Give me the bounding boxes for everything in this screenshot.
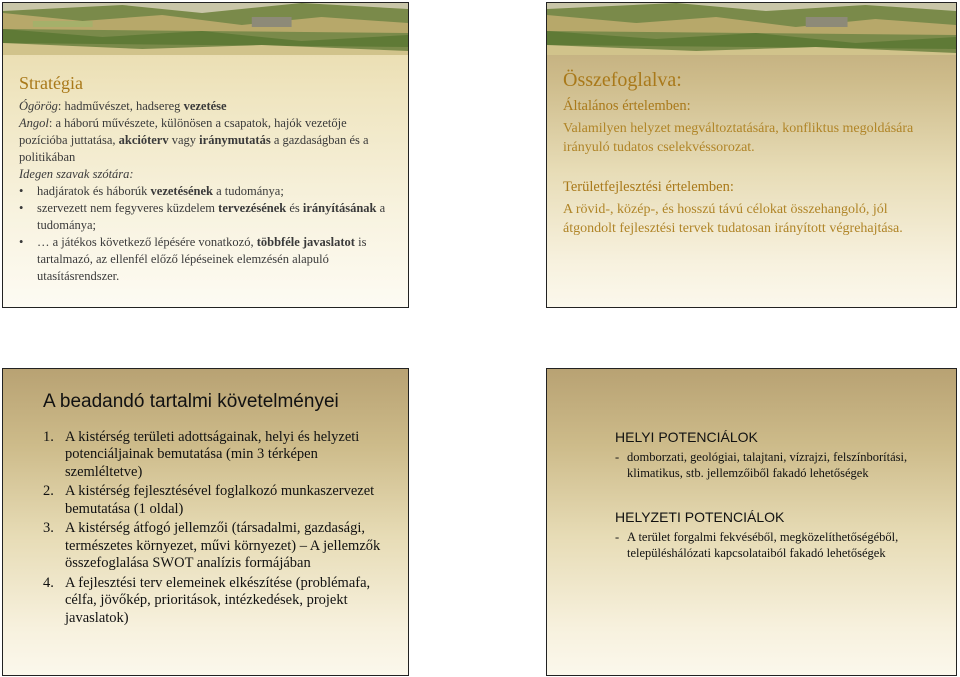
item-number: 4.: [43, 574, 54, 591]
slide-title: Összefoglalva:: [563, 69, 682, 91]
list-item: [19, 200, 392, 234]
list-item: [19, 183, 392, 200]
heading-local-potential: HELYI POTENCIÁLOK: [615, 429, 758, 445]
bullet-icon: •: [19, 184, 24, 198]
english-text: vagy: [168, 133, 200, 147]
item-text: A kistérség fejlesztésével foglalkozó munkaszervezet bemutatása (1 oldal): [65, 483, 375, 517]
item-text: [37, 234, 392, 285]
landscape-photo: [547, 3, 956, 55]
list-item: [615, 449, 936, 481]
greek-bold: vezetése: [183, 99, 227, 113]
list-item: [615, 529, 936, 561]
english-bold: iránymutatás: [199, 133, 271, 147]
english-text: a gazdaságban és a politikában: [19, 133, 369, 164]
item-text: A kistérség területi adottságainak, helyi és helyzeti potenciáljainak bemutatása (min 3 térképen szemléltetve): [65, 428, 360, 480]
item-text: [37, 200, 392, 234]
slide-title: A beadandó tartalmi követelményei: [43, 391, 339, 412]
text: hadjáratok és háborúk: [37, 184, 151, 198]
text: és: [286, 201, 303, 215]
list-item: [19, 234, 392, 285]
english-label: Angol: [19, 116, 49, 130]
english-bold: akcióterv: [118, 133, 169, 147]
item-text: A terület forgalmi fekvéséből, megközelíthetőségéből, településhálózati kapcsolataiból fakadó lehetőségek: [627, 530, 899, 560]
bold-text: vezetésének: [150, 184, 213, 198]
dash-icon: -: [615, 450, 620, 464]
list-item: [43, 429, 398, 482]
greek-text: : hadművészet, hadsereg: [57, 99, 184, 113]
slide-title: Stratégia: [19, 73, 83, 93]
landscape-photo: [3, 3, 408, 55]
bold-text: többféle javaslatot: [256, 235, 355, 249]
item-text: domborzati, geológiai, talajtani, vízrajzi, felszínborítási, klimatikus, stb. jellemzőiből fakadó lehetőségek: [627, 450, 908, 480]
text: szervezett nem fegyveres küzdelem: [37, 201, 219, 215]
dictionary-text: Idegen szavak szótára:: [19, 167, 134, 181]
general-definition: Valamilyen helyzet megváltoztatására, konfliktus megoldására irányuló tudatos cselekvéssorozat.: [563, 121, 914, 155]
slide-potentials: [546, 368, 957, 676]
text: a tudománya;: [213, 184, 284, 198]
item-text: [37, 183, 284, 200]
text: a tudománya;: [37, 201, 386, 232]
item-text: A fejlesztési terv elemeinek elkészítése (problémafa, célfa, jövőkép, prioritások, intézkedések, projekt javaslatok): [65, 574, 371, 626]
english-definition: [19, 115, 392, 166]
dash-icon: -: [615, 530, 620, 544]
dictionary-label: [19, 166, 392, 183]
greek-label: Ógörög: [19, 99, 58, 113]
item-number: 2.: [43, 483, 54, 499]
subheading-general: Általános értelemben:: [563, 98, 691, 114]
list-item: [43, 483, 398, 518]
bullet-icon: •: [19, 201, 24, 215]
bullet-icon: •: [19, 235, 24, 249]
bold-text: irányításának: [302, 201, 377, 215]
item-number: 1.: [43, 428, 54, 445]
item-text: A kistérség átfogó jellemzői (társadalmi, gazdasági, természetes környezet, művi környezet) – A jellemzők összefoglalása SWOT analízis formájában: [65, 520, 381, 571]
subheading-regional: Területfejlesztési értelemben:: [563, 179, 734, 195]
item-number: 3.: [43, 520, 54, 536]
regional-definition: A rövid-, közép-, és hosszú távú célokat összehangoló, jól átgondolt fejlesztési tervek tudatosan irányított végrehajtása.: [563, 202, 903, 236]
slide-requirements: [2, 368, 409, 676]
text: … a játékos következő lépésére vonatkozó,: [37, 235, 257, 249]
bold-text: tervezésének: [218, 201, 287, 215]
list-item: [43, 575, 398, 628]
list-item: [43, 520, 398, 573]
english-text: : a háború művészete, különösen a csapatok, hajók vezetője pozícióba juttatása,: [19, 116, 347, 147]
slide-osszefoglalva: [546, 2, 957, 308]
greek-definition: [19, 98, 392, 115]
text: is tartalmazó, az ellenfél előző lépéseinek elemzésén alapuló utasításrendszer.: [37, 235, 367, 283]
heading-situational-potential: HELYZETI POTENCIÁLOK: [615, 509, 785, 525]
slide-strategia: [2, 2, 409, 308]
